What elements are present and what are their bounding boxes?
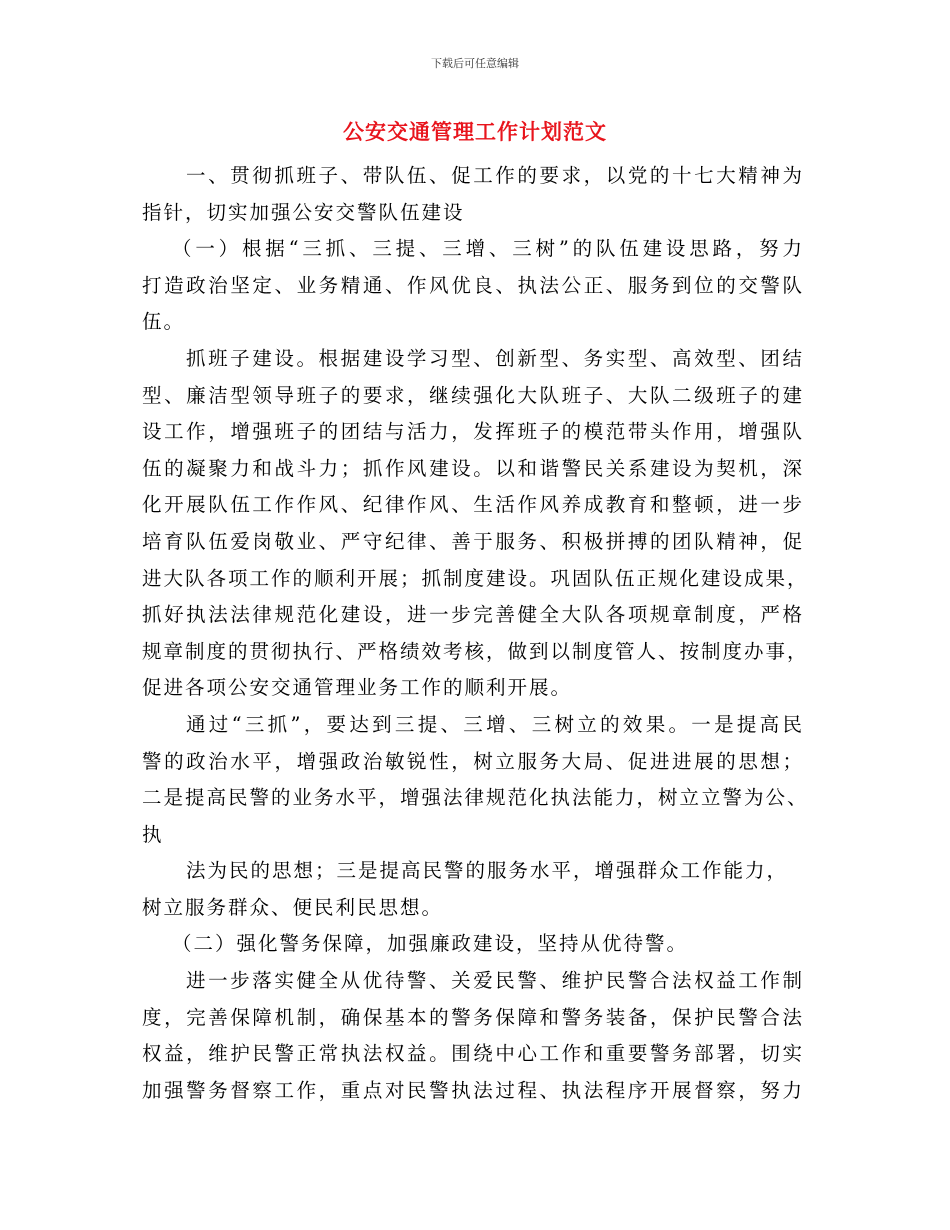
paragraph-line: （一）根据“三抓、三提、三增、三树”的队伍建设思路，努力 [172, 237, 804, 261]
paragraph-line: 规章制度的贯彻执行、严格绩效考核，做到以制度管人、按制度办事， [142, 639, 809, 663]
paragraph-line: 化开展队伍工作作风、纪律作风、生活作风养成教育和整顿，进一步 [142, 493, 804, 517]
paragraph-line: 通过“三抓”，要达到三提、三增、三树立的效果。一是提高民 [186, 712, 804, 736]
paragraph-line: 抓好执法法律规范化建设，进一步完善健全大队各项规章制度，严格 [142, 603, 804, 627]
paragraph-line: 进大队各项工作的顺利开展；抓制度建设。巩固队伍正规化建设成果， [142, 566, 809, 590]
paragraph-line: 伍。 [142, 310, 186, 334]
paragraph-line: 抓班子建设。根据建设学习型、创新型、务实型、高效型、团结 [186, 346, 804, 370]
document-title: 公安交通管理工作计划范文 [343, 119, 607, 144]
paragraph-line: 执 [142, 822, 164, 846]
paragraph-line: 培育队伍爱岗敬业、严守纪律、善于服务、积极拼搏的团队精神，促 [142, 529, 804, 553]
paragraph-line: 权益，维护民警正常执法权益。围绕中心工作和重要警务部署，切实 [142, 1042, 804, 1066]
paragraph-line: 警的政治水平，增强政治敏锐性，树立服务大局、促进进展的思想； [142, 749, 804, 773]
paragraph-line: 指针，切实加强公安交警队伍建设 [142, 200, 465, 224]
paragraph-line: 打造政治坚定、业务精通、作风优良、执法公正、服务到位的交警队 [142, 273, 804, 297]
paragraph-line: 伍的凝聚力和战斗力；抓作风建设。以和谐警民关系建设为契机，深 [142, 456, 804, 480]
paragraph-line: 加强警务督察工作，重点对民警执法过程、执法程序开展督察，努力 [142, 1078, 804, 1102]
paragraph-line: 树立服务群众、便民利民思想。 [142, 895, 444, 919]
paragraph-line: 设工作，增强班子的团结与活力，发挥班子的模范带头作用，增强队 [142, 420, 804, 444]
paragraph-line: 一、贯彻抓班子、带队伍、促工作的要求，以党的十七大精神为 [186, 164, 804, 187]
paragraph-line: （二）强化警务保障，加强廉政建设，坚持从优待警。 [172, 932, 689, 956]
document-body [142, 158, 809, 1109]
paragraph-line: 法为民的思想；三是提高民警的服务水平，增强群众工作能力， [186, 859, 789, 883]
header-note: 下载后可任意编辑 [431, 57, 519, 70]
paragraph-line: 二是提高民警的业务水平，增强法律规范化执法能力，树立立警为公、 [142, 786, 809, 810]
paragraph-line: 型、廉洁型领导班子的要求，继续强化大队班子、大队二级班子的建 [142, 383, 804, 407]
paragraph-line: 进一步落实健全从优待警、关爱民警、维护民警合法权益工作制 [186, 969, 804, 993]
paragraph-line: 促进各项公安交通管理业务工作的顺利开展。 [142, 676, 573, 700]
paragraph-line: 度，完善保障机制，确保基本的警务保障和警务装备，保护民警合法 [142, 1005, 804, 1029]
